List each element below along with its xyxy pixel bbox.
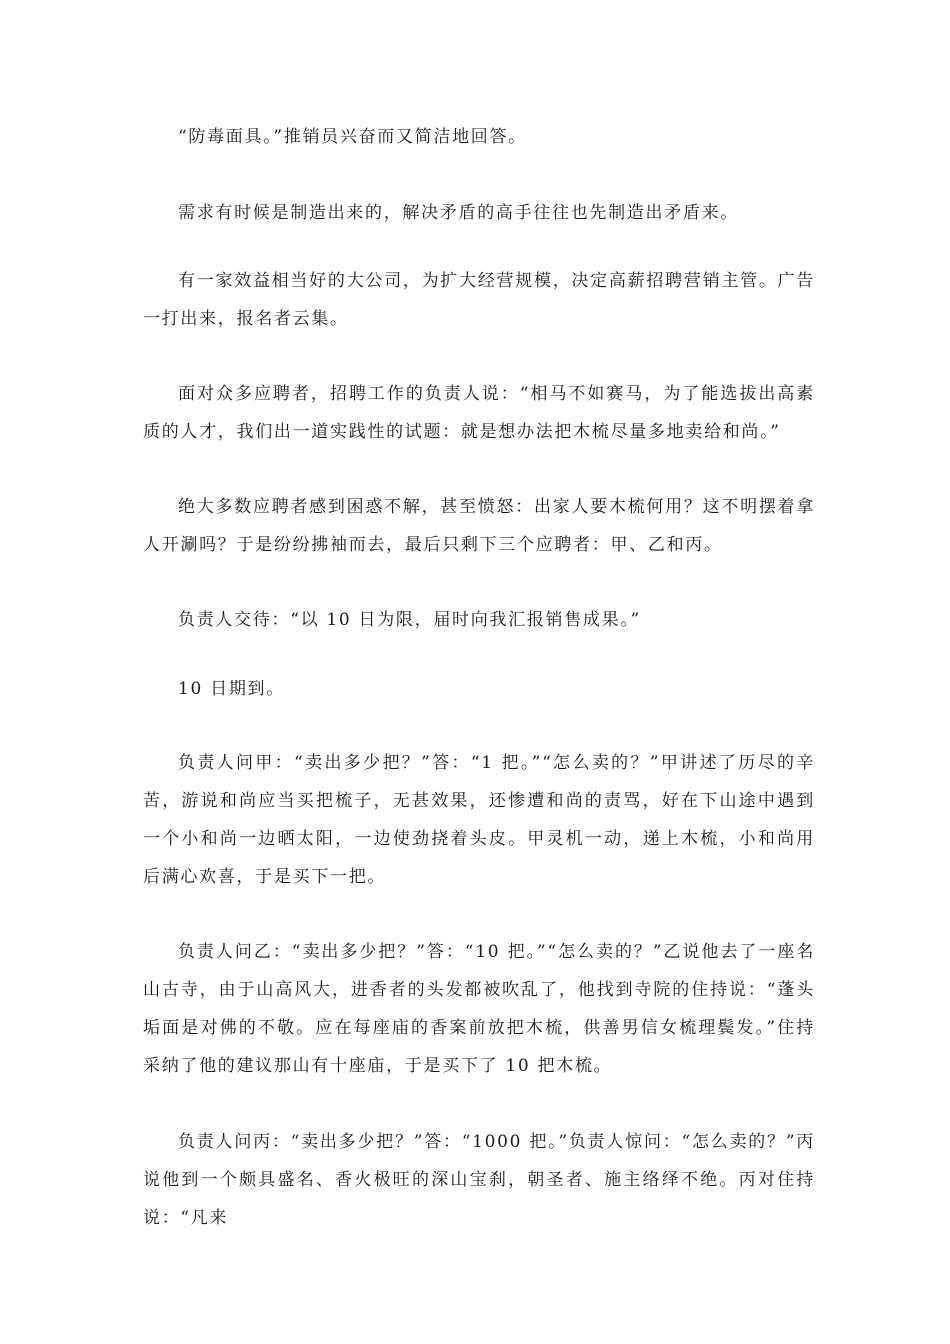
paragraph-5: 绝大多数应聘者感到困惑不解，甚至愤怒：出家人要木梳何用？这不明摆着拿人开涮吗？于是纷纷拂袖而去，最后只剩下三个应聘者：甲、乙和丙。: [143, 497, 815, 555]
paragraph-6: 负责人交待：“以 10 日为限，届时向我汇报销售成果。”: [178, 610, 641, 630]
paragraph-7: 10 日期到。: [178, 679, 285, 699]
paragraph-8: 负责人问甲：“卖出多少把？”答：“1 把。”“怎么卖的？”甲讲述了历尽的辛苦，游说和尚应当买把梳子，无甚效果，还惨遭和尚的责骂，好在下山途中遇到一个小和尚一边晒太阳，一边使劲挠着头皮。甲灵机一动，递上木梳，小和尚用后满心欢喜，于是买下一把。: [143, 753, 815, 887]
paragraph-1: “防毒面具。”推销员兴奋而又简洁地回答。: [178, 127, 527, 147]
paragraph-2: 需求有时候是制造出来的，解决矛盾的高手往往也先制造出矛盾来。: [178, 203, 739, 223]
paragraph-3: 有一家效益相当好的大公司，为扩大经营规模，决定高薪招聘营销主管。广告一打出来，报名者云集。: [143, 271, 815, 329]
paragraph-10: 负责人问丙：“卖出多少把？”答：“1000 把。”负责人惊问：“怎么卖的？”丙说他到一个颇具盛名、香火极旺的深山宝刹，朝圣者、施主络绎不绝。丙对住持说：“凡来: [143, 1132, 815, 1228]
paragraph-4: 面对众多应聘者，招聘工作的负责人说：“相马不如赛马，为了能选拔出高素质的人才，我们出一道实践性的试题：就是想办法把木梳尽量多地卖给和尚。”: [143, 384, 815, 442]
paragraph-9: 负责人问乙：“卖出多少把？”答：“10 把。”“怎么卖的？”乙说他去了一座名山古寺，由于山高风大，进香者的头发都被吹乱了，他找到寺院的住持说：“蓬头垢面是对佛的不敬。应在每座庙的香案前放把木梳，供善男信女梳理鬓发。”住持采纳了他的建议那山有十座庙，于是买下了 10 把木梳。: [143, 942, 815, 1076]
